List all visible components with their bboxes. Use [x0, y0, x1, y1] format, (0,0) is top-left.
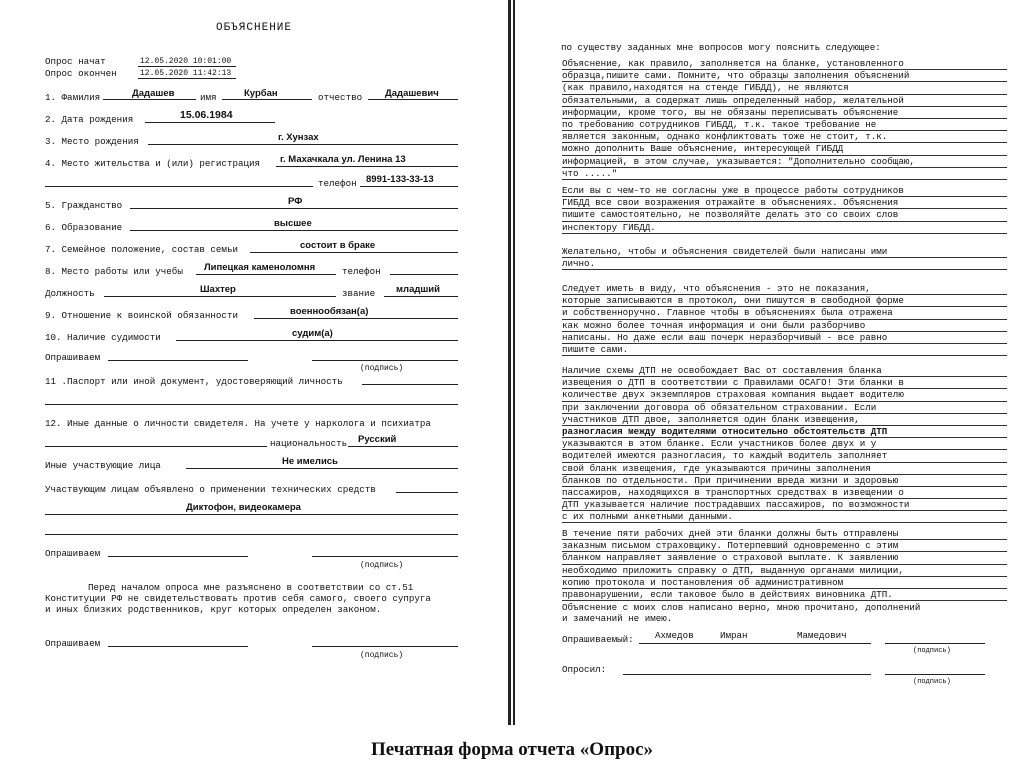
others-value: Не имелись	[282, 456, 338, 467]
interviewee-label: Опрашиваемый:	[562, 634, 634, 645]
citizenship-label: 5. Гражданство	[45, 200, 123, 211]
paragraph-4: Следует иметь в виду, что объяснения - это не показания, которые записываются в протокол, они пишутся в свободной форме и собственноручно. Главное чтобы в объяснениях была отражена как можно более точная информация и они были разборчиво написаны. Но даже если ваш почерк неразборчивый - все равно пишите сами.	[562, 283, 1007, 356]
others-label: Иные участвующие лица	[45, 460, 161, 471]
signature-label-3: (подпись)	[360, 651, 404, 660]
birthdate-value: 15.06.1984	[180, 109, 233, 121]
birthplace-value: г. Хунзах	[278, 132, 319, 143]
family-label: 7. Семейное положение, состав семьи	[45, 244, 238, 255]
workplace-label: 8. Место работы или учебы	[45, 266, 183, 277]
name-value: Курбан	[244, 88, 278, 99]
survey-end-label: Опрос окончен	[45, 68, 117, 79]
workplace-value: Липецкая каменоломня	[204, 262, 316, 273]
closing-line-1: Объяснение с моих слов написано верно, мною прочитано, дополнений	[562, 602, 921, 613]
surname-value: Дадашев	[132, 88, 175, 99]
rights-line-2: Конституции РФ не свидетельствовать против себя самого, своего супруга	[45, 593, 431, 604]
birthplace-label: 3. Место рождения	[45, 136, 139, 147]
survey-start-value: 12.05.2020 10:01:00	[140, 57, 232, 66]
criminal-record-label: 10. Наличие судимости	[45, 332, 161, 343]
signature-label-r2: (подпись)	[913, 678, 951, 686]
right-form-page	[513, 0, 1024, 725]
survey-end-value: 12.05.2020 11:42:13	[140, 69, 232, 78]
nationality-label: национальность	[270, 438, 348, 449]
family-value: состоит в браке	[300, 240, 376, 251]
phone-value: 8991-133-33-13	[366, 174, 434, 185]
surname-label: 1. Фамилия	[45, 92, 101, 103]
tech-value: Диктофон, видеокамера	[186, 502, 301, 513]
signature-label-1: (подпись)	[360, 364, 404, 373]
patronymic-label: отчество	[318, 92, 363, 103]
interviewer-label: Опросил:	[562, 664, 607, 675]
slide-caption: Печатная форма отчета «Опрос»	[370, 739, 654, 760]
paragraph-6: В течение пяти рабочих дней эти бланки должны быть отправлены заказным письмом страховщику. Потерпевший одновременно с этим бланком направляет заявление о страховой выплате. К заявлению необходимо приложить справку о ДТП, выданную органами милиции, копию протокола и постановления об административном правонарушении, если таковое было в действиях виновника ДТП.	[562, 528, 1007, 601]
closing-line-2: и замечаний не имею.	[562, 613, 673, 624]
position-value: Шахтер	[200, 284, 236, 295]
residence-label: 4. Место жительства и (или) регистрация	[45, 158, 261, 169]
interviewee-label-1: Опрашиваем	[45, 352, 101, 363]
interviewee-surname: Ахмедов	[655, 630, 694, 641]
paragraph-5: Наличие схемы ДТП не освобождает Вас от составления бланка извещения о ДТП в соответствии с Правилами ОСАГО! Эти бланки в количестве двух экземпляров страховая компания выдает водителю при заключении договора об обязательном страховании. Если участников ДТП двое, заполняется один бланк извещения, разногласия между водителями относительно обстоятельств ДТП указываются в этом бланке. Если участников более двух и у водителей имеются разногласия, то каждый водитель заполняет свой бланк извещения, где указываются причины заполнения бланков по отдельности. При причинении вреда жизни и здоровью пассажиров, находящихся в транспортных средствах в извещении о ДТП указывается наличие пострадавших пассажиров, по возможности с их полными анкетными данными.	[562, 365, 1007, 523]
education-label: 6. Образование	[45, 222, 123, 233]
name-label: имя	[200, 92, 217, 103]
education-value: высшее	[274, 218, 312, 229]
position-label: Должность	[45, 288, 95, 299]
residence-value: г. Махачкала ул. Ленина 13	[280, 154, 406, 165]
rank-value: младший	[396, 284, 440, 295]
interviewee-label-3: Опрашиваем	[45, 638, 101, 649]
rights-line-1: Перед началом опроса мне разъяснено в соответствии со ст.51	[88, 582, 414, 593]
passport-label: 11 .Паспорт или иной документ, удостоверяющий личность	[45, 376, 343, 387]
work-phone-label: телефон	[342, 266, 381, 277]
signature-label-2: (подпись)	[360, 561, 404, 570]
phone-label: телефон	[318, 178, 357, 189]
rank-label: звание	[342, 288, 376, 299]
military-label: 9. Отношение к воинской обязанности	[45, 310, 238, 321]
birthdate-label: 2. Дата рождения	[45, 114, 134, 125]
nationality-value: Русский	[358, 434, 397, 445]
rights-line-3: и иных близких родственников, круг которых определен законом.	[45, 604, 382, 615]
interviewee-name: Имран	[720, 630, 748, 641]
form-title: ОБЪЯСНЕНИЕ	[215, 22, 292, 34]
paragraph-2: Если вы с чем-то не согласны уже в процессе работы сотрудников ГИБДД все свои возражения отражайте в объяснениях. Объяснения пишите самостоятельно, не позволяйте делать это со своих слов инспектору ГИБДД.	[562, 185, 1007, 234]
military-value: военнообязан(а)	[290, 306, 369, 317]
interviewee-patronymic: Мамедович	[797, 630, 847, 641]
citizenship-value: РФ	[288, 196, 303, 207]
paragraph-1: Объяснение, как правило, заполняется на бланке, установленного образца,пишите сами. Помните, что образцы заполнения объяснений (как правило,находятся на стенде ГИБДД), не являются обязательными, а содержат лишь определенный набор, желательной информации, кроме того, вы не обязаны переписывать объяснение по требованию сотрудников ГИБДД, т.к. такое требование не является законным, однако конфликтовать тоже не стоит, т.к. можно дополнить Ваше объяснение, интересующей ГИБДД информацией, в этом случае, указывается: "Дополнительно сообщаю, что ....."	[562, 58, 1007, 180]
other-data-label: 12. Иные данные о личности свидетеля. На учете у нарколога и психиатра	[45, 418, 431, 429]
left-form-page	[0, 0, 511, 725]
intro-text: по существу заданных мне вопросов могу пояснить следующее:	[561, 42, 881, 53]
paragraph-3: Желательно, чтобы и объяснения свидетелей были написаны ими лично.	[562, 246, 1007, 270]
patronymic-value: Дадашевич	[385, 88, 439, 99]
survey-start-label: Опрос начат	[45, 56, 106, 67]
tech-label: Участвующим лицам объявлено о применении технических средств	[45, 484, 376, 495]
interviewee-label-2: Опрашиваем	[45, 548, 101, 559]
signature-label-r1: (подпись)	[913, 647, 951, 655]
criminal-record-value: судим(а)	[292, 328, 333, 339]
